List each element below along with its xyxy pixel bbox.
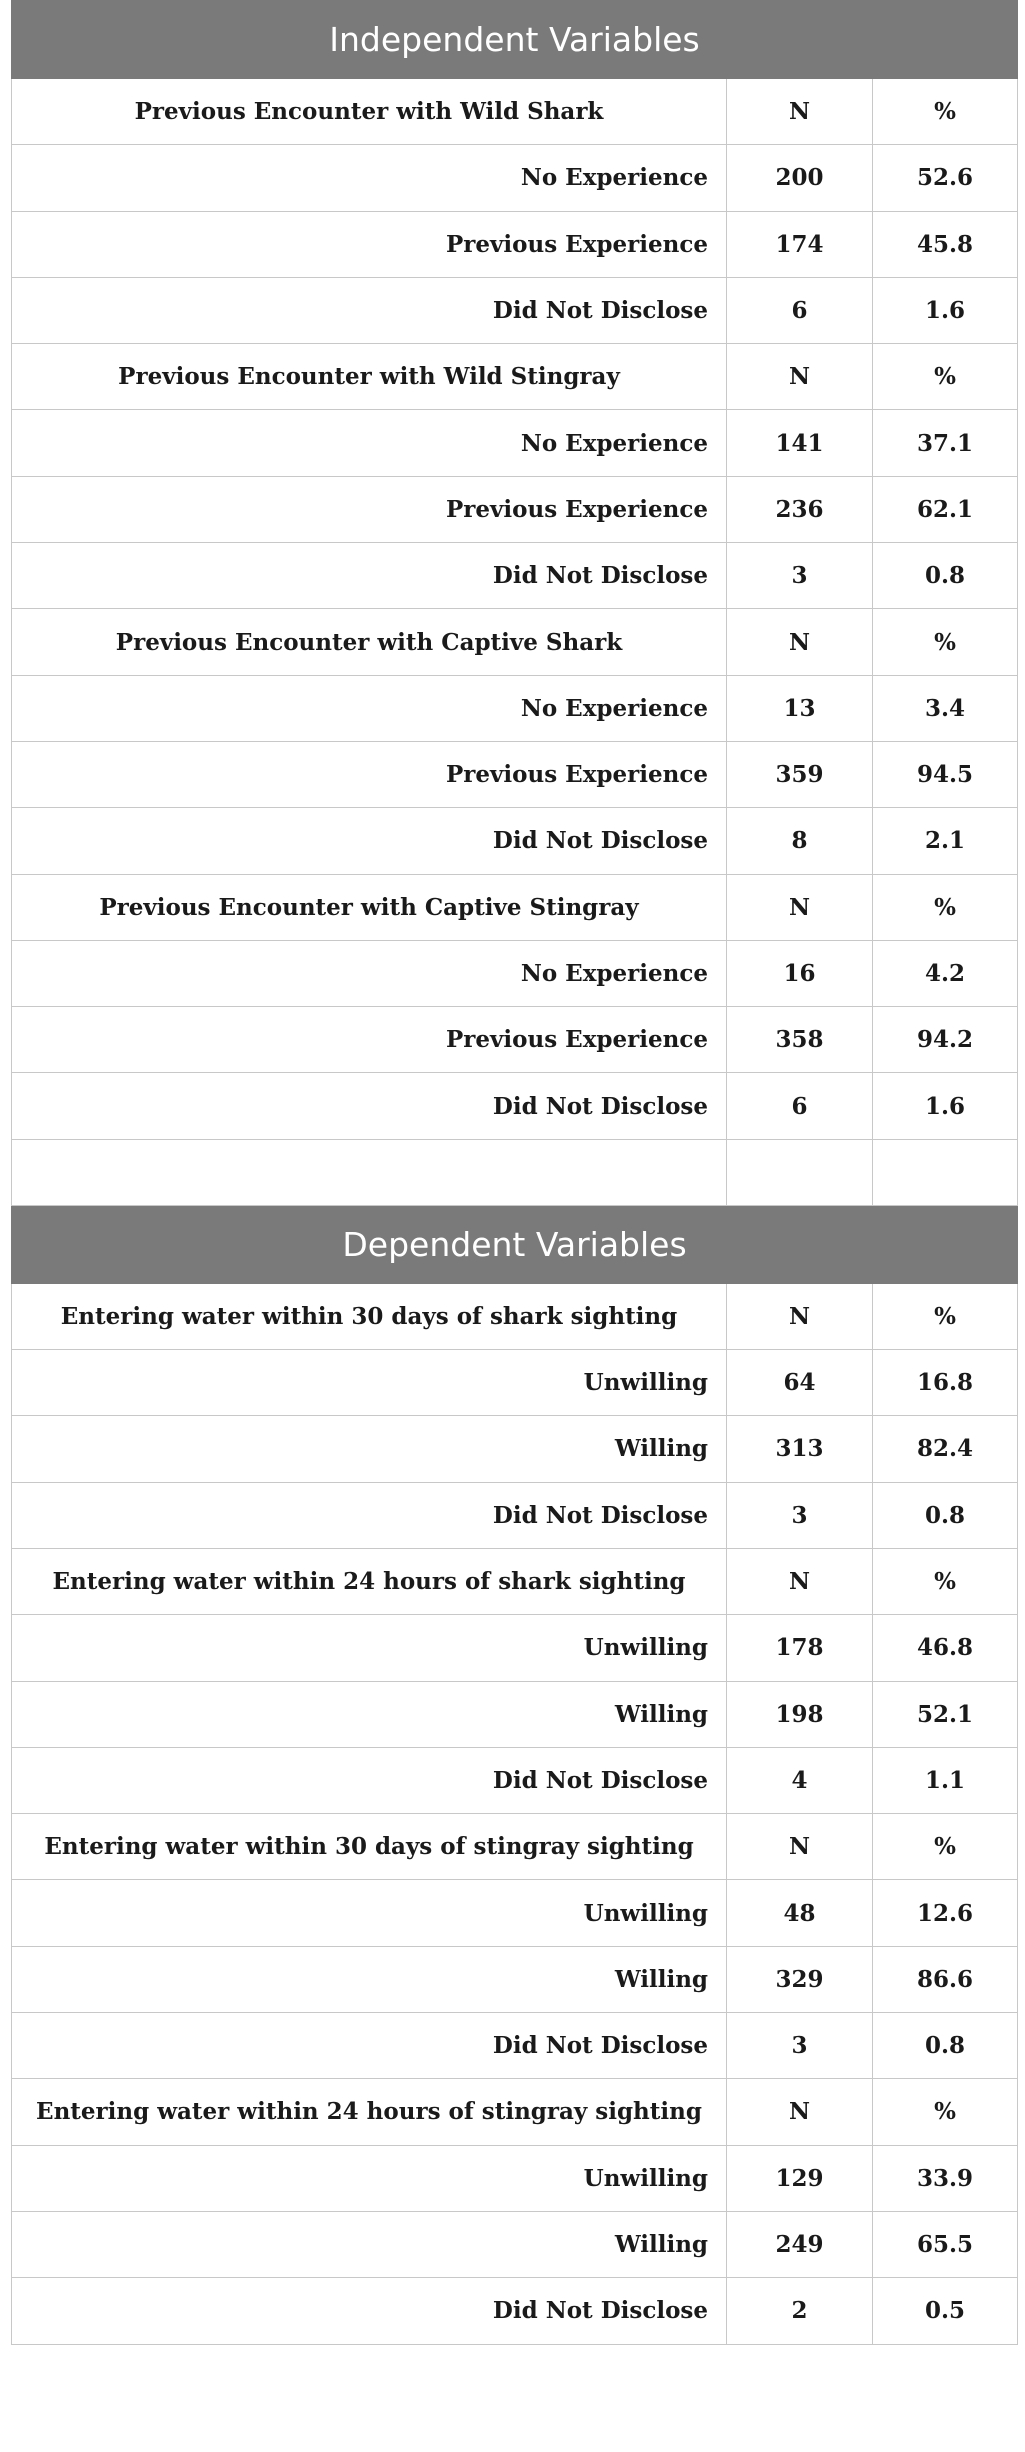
table-row	[12, 940, 1018, 1006]
percent-value: 45.8	[873, 211, 1018, 277]
table-row	[12, 476, 1018, 542]
table-row	[12, 2278, 1018, 2344]
response-label: No Experience	[12, 940, 727, 1006]
response-label: Unwilling	[12, 1615, 727, 1681]
table-row	[12, 1747, 1018, 1813]
count-value: 200	[727, 145, 873, 211]
group-heading: Entering water within 24 hours of stingray sighting	[12, 2079, 727, 2145]
table-row	[12, 1416, 1018, 1482]
percent-value: 4.2	[873, 940, 1018, 1006]
table-row	[12, 2211, 1018, 2277]
percent-value: 12.6	[873, 1880, 1018, 1946]
percent-value: 1.6	[873, 277, 1018, 343]
table-row	[12, 1946, 1018, 2012]
count-value: 129	[727, 2145, 873, 2211]
response-label: Did Not Disclose	[12, 2013, 727, 2079]
column-header-percent: %	[873, 1283, 1018, 1349]
column-header-n: N	[727, 1283, 873, 1349]
percent-value: 94.2	[873, 1007, 1018, 1073]
percent-value: 33.9	[873, 2145, 1018, 2211]
percent-value: 0.5	[873, 2278, 1018, 2344]
response-label: Did Not Disclose	[12, 2278, 727, 2344]
response-label: Unwilling	[12, 1880, 727, 1946]
independent-variables-title: Independent Variables	[12, 1, 1018, 79]
table-row	[12, 543, 1018, 609]
percent-value: 0.8	[873, 543, 1018, 609]
response-label: Did Not Disclose	[12, 1747, 727, 1813]
table-row	[12, 1615, 1018, 1681]
percent-value: 0.8	[873, 1482, 1018, 1548]
dependent-variables-header	[12, 1205, 1018, 1283]
percent-value: 1.6	[873, 1073, 1018, 1139]
percent-value: 46.8	[873, 1615, 1018, 1681]
count-value: 3	[727, 543, 873, 609]
column-header-percent: %	[873, 79, 1018, 145]
count-value: 358	[727, 1007, 873, 1073]
column-header-percent: %	[873, 344, 1018, 410]
response-label: Did Not Disclose	[12, 808, 727, 874]
percent-value: 3.4	[873, 675, 1018, 741]
table-row	[12, 277, 1018, 343]
percent-value: 62.1	[873, 476, 1018, 542]
table-row	[12, 1350, 1018, 1416]
table-row	[12, 1482, 1018, 1548]
group-heading: Previous Encounter with Captive Shark	[12, 609, 727, 675]
count-value: 178	[727, 1615, 873, 1681]
response-label: Willing	[12, 1416, 727, 1482]
percent-value: 37.1	[873, 410, 1018, 476]
table-row	[12, 2013, 1018, 2079]
percent-value: 86.6	[873, 1946, 1018, 2012]
group-heading: Previous Encounter with Captive Stingray	[12, 874, 727, 940]
dependent-variables-title: Dependent Variables	[12, 1205, 1018, 1283]
group-heading: Entering water within 30 days of shark sighting	[12, 1283, 727, 1349]
count-value: 174	[727, 211, 873, 277]
variables-table	[11, 0, 1018, 2345]
response-label: Previous Experience	[12, 741, 727, 807]
group-heading-row	[12, 609, 1018, 675]
response-label: Unwilling	[12, 2145, 727, 2211]
column-header-n: N	[727, 79, 873, 145]
response-label: Previous Experience	[12, 1007, 727, 1073]
table-row	[12, 410, 1018, 476]
count-value: 6	[727, 1073, 873, 1139]
response-label: No Experience	[12, 675, 727, 741]
response-label: Previous Experience	[12, 476, 727, 542]
group-heading-row	[12, 79, 1018, 145]
table-row	[12, 808, 1018, 874]
count-value: 3	[727, 2013, 873, 2079]
percent-value: 65.5	[873, 2211, 1018, 2277]
response-label: Unwilling	[12, 1350, 727, 1416]
percent-value: 82.4	[873, 1416, 1018, 1482]
percent-value: 2.1	[873, 808, 1018, 874]
group-heading: Entering water within 24 hours of shark sighting	[12, 1548, 727, 1614]
group-heading-row	[12, 1283, 1018, 1349]
column-header-percent: %	[873, 2079, 1018, 2145]
table-row	[12, 675, 1018, 741]
count-value: 198	[727, 1681, 873, 1747]
count-value: 16	[727, 940, 873, 1006]
column-header-n: N	[727, 2079, 873, 2145]
table-row	[12, 1073, 1018, 1139]
column-header-n: N	[727, 874, 873, 940]
count-value: 359	[727, 741, 873, 807]
group-heading: Entering water within 30 days of stingray sighting	[12, 1814, 727, 1880]
column-header-percent: %	[873, 1548, 1018, 1614]
table-row	[12, 211, 1018, 277]
response-label: No Experience	[12, 410, 727, 476]
table-row	[12, 1880, 1018, 1946]
column-header-n: N	[727, 1548, 873, 1614]
count-value: 4	[727, 1747, 873, 1813]
table-row	[12, 2145, 1018, 2211]
response-label: No Experience	[12, 145, 727, 211]
variables-table-wrapper	[11, 0, 1017, 2345]
count-value: 8	[727, 808, 873, 874]
group-heading-row	[12, 2079, 1018, 2145]
count-value: 3	[727, 1482, 873, 1548]
percent-value: 52.1	[873, 1681, 1018, 1747]
group-heading-row	[12, 1548, 1018, 1614]
group-heading: Previous Encounter with Wild Stingray	[12, 344, 727, 410]
spacer-row	[12, 1139, 1018, 1205]
table-row	[12, 1007, 1018, 1073]
response-label: Willing	[12, 1681, 727, 1747]
group-heading: Previous Encounter with Wild Shark	[12, 79, 727, 145]
percent-value: 16.8	[873, 1350, 1018, 1416]
column-header-n: N	[727, 344, 873, 410]
count-value: 141	[727, 410, 873, 476]
response-label: Previous Experience	[12, 211, 727, 277]
column-header-n: N	[727, 609, 873, 675]
column-header-percent: %	[873, 874, 1018, 940]
response-label: Did Not Disclose	[12, 277, 727, 343]
count-value: 249	[727, 2211, 873, 2277]
table-row	[12, 741, 1018, 807]
table-row	[12, 1681, 1018, 1747]
percent-value: 94.5	[873, 741, 1018, 807]
group-heading-row	[12, 1814, 1018, 1880]
table-row	[12, 145, 1018, 211]
count-value: 329	[727, 1946, 873, 2012]
column-header-n: N	[727, 1814, 873, 1880]
percent-value: 52.6	[873, 145, 1018, 211]
group-heading-row	[12, 344, 1018, 410]
response-label: Did Not Disclose	[12, 543, 727, 609]
response-label: Willing	[12, 2211, 727, 2277]
count-value: 64	[727, 1350, 873, 1416]
column-header-percent: %	[873, 609, 1018, 675]
group-heading-row	[12, 874, 1018, 940]
count-value: 236	[727, 476, 873, 542]
count-value: 48	[727, 1880, 873, 1946]
percent-value: 1.1	[873, 1747, 1018, 1813]
response-label: Did Not Disclose	[12, 1073, 727, 1139]
count-value: 2	[727, 2278, 873, 2344]
percent-value: 0.8	[873, 2013, 1018, 2079]
count-value: 313	[727, 1416, 873, 1482]
response-label: Willing	[12, 1946, 727, 2012]
column-header-percent: %	[873, 1814, 1018, 1880]
independent-variables-header	[12, 1, 1018, 79]
count-value: 6	[727, 277, 873, 343]
count-value: 13	[727, 675, 873, 741]
response-label: Did Not Disclose	[12, 1482, 727, 1548]
